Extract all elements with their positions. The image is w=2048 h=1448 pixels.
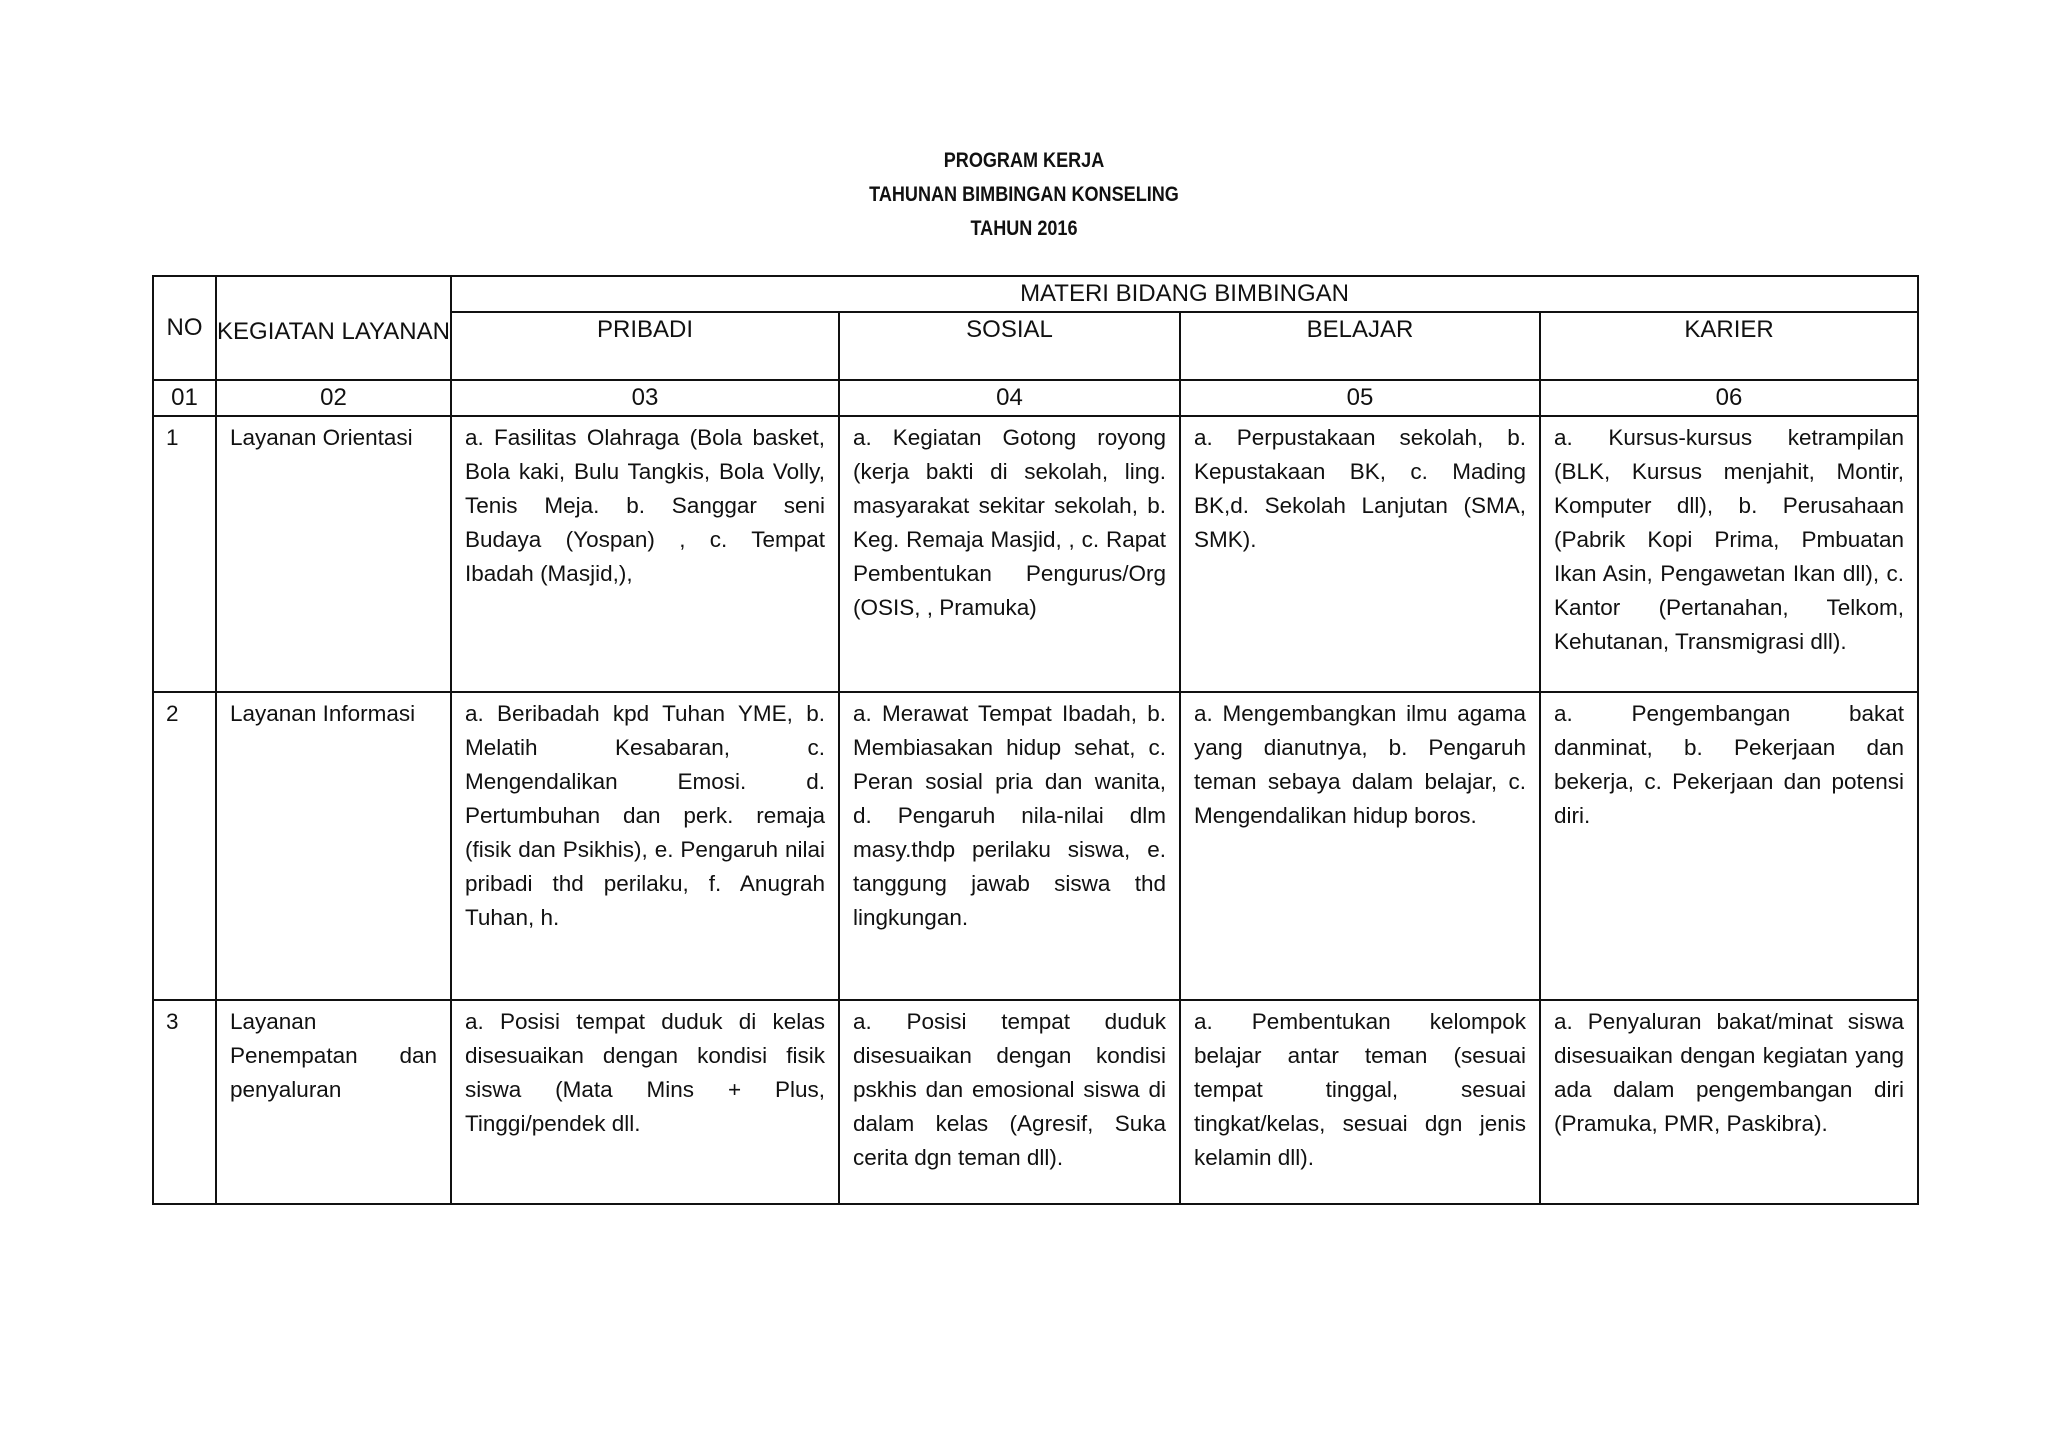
table-row [153,1000,1918,1204]
program-table [152,275,1919,1205]
column-number: 05 [1180,380,1540,416]
row-kegiatan: Layanan Orientasi [216,416,451,692]
header-no: NO [153,276,216,380]
row-karier: a. Pengembangan bakat danminat, b. Pekerjaan dan bekerja, c. Pekerjaan dan potensi diri. [1540,692,1918,1000]
row-no: 3 [153,1000,216,1204]
row-belajar: a. Pembentukan kelompok belajar antar teman (sesuai tempat tinggal, sesuai tingkat/kelas, sesuai dgn jenis kelamin dll). [1180,1000,1540,1204]
document-title [143,144,1904,246]
header-sosial: SOSIAL [839,312,1180,380]
table-row [153,416,1918,692]
header-belajar: BELAJAR [1180,312,1540,380]
column-number: 01 [153,380,216,416]
title-line-2: TAHUNAN BIMBINGAN KONSELING [869,183,1179,206]
table-row [153,692,1918,1000]
title-line-1: PROGRAM KERJA [943,149,1105,172]
header-kegiatan: KEGIATAN LAYANAN [216,276,451,380]
column-number: 06 [1540,380,1918,416]
row-sosial: a. Merawat Tempat Ibadah, b. Membiasakan hidup sehat, c. Peran sosial pria dan wanita, d. Pengaruh nila-nilai dlm masy.thdp perilaku siswa, e. tanggung jawab siswa thd lingkungan. [839,692,1180,1000]
row-sosial: a. Posisi tempat duduk disesuaikan dengan kondisi pskhis dan emosional siswa di dalam kelas (Agresif, Suka cerita dgn teman dll). [839,1000,1180,1204]
row-karier: a. Penyaluran bakat/minat siswa disesuaikan dengan kegiatan yang ada dalam pengembangan diri (Pramuka, PMR, Paskibra). [1540,1000,1918,1204]
row-no: 1 [153,416,216,692]
row-karier: a. Kursus-kursus ketrampilan (BLK, Kursus menjahit, Montir, Komputer dll), b. Perusahaan (Pabrik Kopi Prima, Pmbuatan Ikan Asin, Pengawetan Ikan dll), c. Kantor (Pertanahan, Telkom, Kehutanan, Transmigrasi dll). [1540,416,1918,692]
column-number: 02 [216,380,451,416]
row-pribadi: a. Beribadah kpd Tuhan YME, b. Melatih Kesabaran, c. Mengendalikan Emosi. d. Pertumbuhan dan perk. remaja (fisik dan Psikhis), e. Pengaruh nilai pribadi thd perilaku, f. Anugrah Tuhan, h. [451,692,839,1000]
row-belajar: a. Mengembangkan ilmu agama yang dianutnya, b. Pengaruh teman sebaya dalam belajar, c. Mengendalikan hidup boros. [1180,692,1540,1000]
column-number-row [153,380,1918,416]
row-belajar: a. Perpustakaan sekolah, b. Kepustakaan BK, c. Mading BK,d. Sekolah Lanjutan (SMA, SMK). [1180,416,1540,692]
row-pribadi: a. Posisi tempat duduk di kelas disesuaikan dengan kondisi fisik siswa (Mata Mins + Plus, Tinggi/pendek dll. [451,1000,839,1204]
row-kegiatan: Layanan Informasi [216,692,451,1000]
row-pribadi: a. Fasilitas Olahraga (Bola basket, Bola kaki, Bulu Tangkis, Bola Volly, Tenis Meja. b. Sanggar seni Budaya (Yospan) , c. Tempat Ibadah (Masjid,), [451,416,839,692]
row-kegiatan: Layanan Penempatan dan penyaluran [216,1000,451,1204]
title-line-3: TAHUN 2016 [970,217,1078,240]
column-number: 03 [451,380,839,416]
row-no: 2 [153,692,216,1000]
header-karier: KARIER [1540,312,1918,380]
column-number: 04 [839,380,1180,416]
row-sosial: a. Kegiatan Gotong royong (kerja bakti di sekolah, ling. masyarakat sekitar sekolah, b. Keg. Remaja Masjid, , c. Rapat Pembentukan Pengurus/Org (OSIS, , Pramuka) [839,416,1180,692]
header-materi: MATERI BIDANG BIMBINGAN [451,276,1918,312]
header-pribadi: PRIBADI [451,312,839,380]
